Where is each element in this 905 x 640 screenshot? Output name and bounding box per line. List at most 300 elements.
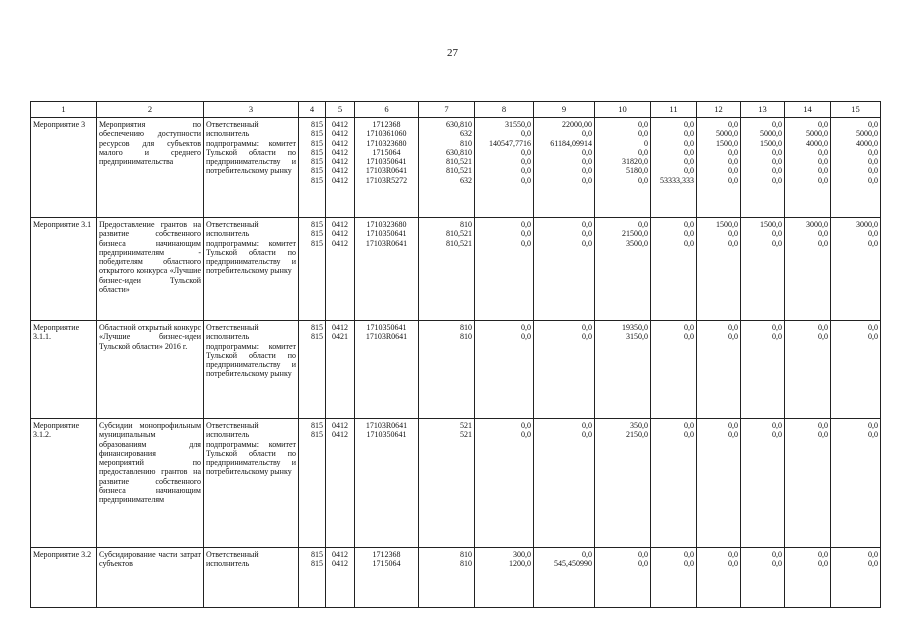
cell-value: 350,0 [630, 421, 648, 430]
cell-value: 1710361060 [366, 129, 407, 139]
row-label-text: Мероприятие 3 [33, 120, 86, 129]
cell-value: 632 [460, 175, 472, 185]
cell-value: 0412 [332, 421, 348, 430]
row-label-text: Мероприятие 3.1.2. [33, 421, 80, 440]
row-description-text: Субсидии монопрофильным муниципальным образованиям для финансирования мероприятий по предоставлению грантов на развитие собственного бизнеса начинающим предпринимателям [99, 421, 201, 505]
cell-value: 0,0 [728, 147, 738, 157]
cell-value: 810 [460, 332, 472, 342]
table-header-row [31, 102, 881, 118]
cell-value: 521 [460, 430, 472, 440]
cell-value: 815 [311, 421, 323, 430]
cell-value: 3000,0 [856, 220, 878, 229]
cell-value: 810 [460, 220, 472, 229]
cell-value: 815 [311, 129, 323, 139]
cell-value: 815 [311, 220, 323, 229]
cell-value: 5000,0 [856, 129, 878, 139]
table-row [31, 548, 881, 608]
cell-value: 1712368 [372, 550, 401, 559]
value-cell-col8 [475, 218, 534, 321]
value-cell-col14 [785, 321, 831, 419]
cell-value: 3000,0 [806, 220, 828, 229]
row-label [31, 419, 97, 548]
cell-value: 0,0 [772, 166, 782, 176]
value-cell-col5 [326, 118, 355, 218]
cell-value: 31550,0 [505, 120, 531, 129]
cell-value: 0,0 [684, 559, 694, 569]
cell-value: 0412 [332, 166, 348, 176]
cell-value: 0,0 [772, 175, 782, 185]
cell-value: 0,0 [582, 157, 592, 167]
cell-value: 0,0 [772, 323, 782, 332]
value-cell-col5 [326, 321, 355, 419]
table-row [31, 218, 881, 321]
cell-value: 0,0 [772, 238, 782, 248]
cell-value: 17103R0641 [365, 238, 408, 248]
value-cell-col7 [419, 321, 475, 419]
column-header: 11 [651, 102, 697, 118]
value-cell-col5 [326, 218, 355, 321]
cell-value: 0,0 [684, 430, 694, 440]
column-header: 8 [475, 102, 534, 118]
cell-value: 810,521 [446, 238, 472, 248]
budget-table [30, 101, 881, 608]
row-executor-text: Ответственный исполнитель подпрограммы: комитет Тульской области по предпринимательству и потребительскому рынку [206, 323, 296, 379]
row-executor [204, 321, 299, 419]
cell-value: 0,0 [521, 157, 531, 167]
row-description [97, 118, 204, 218]
cell-value: 0,0 [684, 323, 694, 332]
value-cell-col12 [697, 321, 741, 419]
cell-value: 0,0 [521, 229, 531, 239]
cell-value: 0,0 [684, 157, 694, 167]
cell-value: 17103R0641 [365, 332, 408, 342]
cell-value: 815 [311, 138, 323, 148]
cell-value: 815 [311, 157, 323, 167]
cell-value: 0,0 [728, 430, 738, 440]
cell-value: 0,0 [521, 147, 531, 157]
value-cell-col11 [651, 548, 697, 608]
column-header: 4 [299, 102, 326, 118]
row-description [97, 218, 204, 321]
value-cell-col14 [785, 218, 831, 321]
cell-value: 17103R0641 [365, 421, 408, 430]
cell-value: 0,0 [728, 323, 738, 332]
cell-value: 0,0 [582, 238, 592, 248]
cell-value: 0,0 [728, 175, 738, 185]
cell-value: 0,0 [818, 550, 828, 559]
cell-value: 1500,0 [716, 138, 738, 148]
value-cell-col12 [697, 218, 741, 321]
cell-value: 0,0 [582, 430, 592, 440]
value-cell-col10 [595, 118, 651, 218]
cell-value: 0,0 [684, 129, 694, 139]
cell-value: 0,0 [818, 147, 828, 157]
cell-value: 17103R5272 [365, 175, 408, 185]
row-description [97, 321, 204, 419]
cell-value: 0,0 [728, 166, 738, 176]
cell-value: 300,0 [513, 550, 531, 559]
row-executor [204, 218, 299, 321]
cell-value: 0,0 [684, 238, 694, 248]
cell-value: 0,0 [818, 559, 828, 569]
column-header: 13 [741, 102, 785, 118]
value-cell-col6 [355, 419, 419, 548]
cell-value: 0,0 [638, 147, 648, 157]
column-header: 14 [785, 102, 831, 118]
cell-value: 0,0 [638, 129, 648, 139]
cell-value: 0,0 [772, 229, 782, 239]
cell-value: 0,0 [684, 550, 694, 559]
cell-value: 0,0 [582, 129, 592, 139]
value-cell-col15 [831, 118, 881, 218]
value-cell-col14 [785, 548, 831, 608]
row-description [97, 419, 204, 548]
cell-value: 0,0 [868, 323, 878, 332]
row-executor [204, 548, 299, 608]
value-cell-col7 [419, 548, 475, 608]
cell-value: 0,0 [772, 550, 782, 559]
cell-value: 0,0 [684, 332, 694, 342]
value-cell-col15 [831, 218, 881, 321]
value-cell-col13 [741, 548, 785, 608]
column-header: 1 [31, 102, 97, 118]
cell-value: 1710350641 [366, 157, 407, 167]
cell-value: 810,521 [446, 229, 472, 239]
cell-value: 0,0 [684, 421, 694, 430]
value-cell-col6 [355, 321, 419, 419]
row-executor [204, 118, 299, 218]
cell-value: 0412 [332, 430, 348, 440]
cell-value: 0,0 [868, 120, 878, 129]
cell-value: 0,0 [868, 147, 878, 157]
cell-value: 0,0 [684, 138, 694, 148]
cell-value: 0 [644, 138, 648, 148]
cell-value: 0,0 [582, 323, 592, 332]
cell-value: 3500,0 [626, 238, 648, 248]
cell-value: 0,0 [638, 120, 648, 129]
cell-value: 0,0 [868, 166, 878, 176]
column-header: 3 [204, 102, 299, 118]
value-cell-col5 [326, 419, 355, 548]
value-cell-col4 [299, 321, 326, 419]
cell-value: 0,0 [868, 157, 878, 167]
cell-value: 0,0 [868, 332, 878, 342]
cell-value: 140547,7716 [489, 138, 531, 148]
row-executor-text: Ответственный исполнитель подпрограммы: комитет Тульской области по предпринимательству и потребительскому рынку [206, 421, 296, 477]
value-cell-col11 [651, 118, 697, 218]
value-cell-col12 [697, 548, 741, 608]
cell-value: 0,0 [728, 229, 738, 239]
cell-value: 0,0 [728, 157, 738, 167]
cell-value: 815 [311, 166, 323, 176]
table-body [31, 102, 881, 608]
row-label [31, 321, 97, 419]
column-header: 15 [831, 102, 881, 118]
cell-value: 0,0 [638, 220, 648, 229]
value-cell-col15 [831, 419, 881, 548]
row-label-text: Мероприятие 3.1 [33, 220, 92, 229]
cell-value: 0,0 [521, 129, 531, 139]
value-cell-col9 [534, 419, 595, 548]
value-cell-col15 [831, 321, 881, 419]
cell-value: 0,0 [684, 166, 694, 176]
cell-value: 1712368 [372, 120, 401, 129]
value-cell-col4 [299, 218, 326, 321]
cell-value: 0412 [332, 559, 348, 569]
cell-value: 0,0 [728, 550, 738, 559]
cell-value: 1500,0 [760, 138, 782, 148]
cell-value: 0,0 [868, 238, 878, 248]
cell-value: 0,0 [728, 238, 738, 248]
value-cell-col4 [299, 419, 326, 548]
cell-value: 0,0 [638, 559, 648, 569]
cell-value: 810,521 [446, 157, 472, 167]
row-label [31, 548, 97, 608]
value-cell-col13 [741, 218, 785, 321]
column-header: 6 [355, 102, 419, 118]
cell-value: 0,0 [818, 238, 828, 248]
cell-value: 0,0 [818, 157, 828, 167]
cell-value: 630,810 [446, 120, 472, 129]
cell-value: 0,0 [772, 332, 782, 342]
value-cell-col6 [355, 118, 419, 218]
cell-value: 815 [311, 332, 323, 342]
value-cell-col8 [475, 321, 534, 419]
cell-value: 815 [311, 238, 323, 248]
cell-value: 0412 [332, 147, 348, 157]
cell-value: 0,0 [684, 229, 694, 239]
cell-value: 0,0 [818, 120, 828, 129]
row-label-text: Мероприятие 3.1.1. [33, 323, 80, 342]
cell-value: 810 [460, 559, 472, 569]
cell-value: 3150,0 [626, 332, 648, 342]
cell-value: 815 [311, 559, 323, 569]
row-label-text: Мероприятие 3.2 [33, 550, 92, 559]
cell-value: 0,0 [521, 175, 531, 185]
value-cell-col13 [741, 419, 785, 548]
cell-value: 31820,0 [622, 157, 648, 167]
cell-value: 21500,0 [622, 229, 648, 239]
row-executor-text: Ответственный исполнитель подпрограммы: комитет Тульской области по предпринимательству и потребительскому рынку [206, 220, 296, 276]
cell-value: 1710350641 [366, 430, 407, 440]
cell-value: 0,0 [521, 166, 531, 176]
value-cell-col11 [651, 321, 697, 419]
cell-value: 4000,0 [806, 138, 828, 148]
cell-value: 0,0 [868, 421, 878, 430]
cell-value: 0,0 [772, 421, 782, 430]
cell-value: 0,0 [638, 175, 648, 185]
cell-value: 53333,333 [660, 175, 694, 185]
cell-value: 0,0 [728, 559, 738, 569]
value-cell-col4 [299, 548, 326, 608]
value-cell-col11 [651, 419, 697, 548]
cell-value: 0412 [332, 157, 348, 167]
cell-value: 0,0 [521, 430, 531, 440]
cell-value: 0,0 [818, 166, 828, 176]
cell-value: 0412 [332, 138, 348, 148]
cell-value: 0,0 [818, 332, 828, 342]
cell-value: 810 [460, 550, 472, 559]
cell-value: 0,0 [728, 120, 738, 129]
cell-value: 0,0 [772, 147, 782, 157]
value-cell-col7 [419, 118, 475, 218]
cell-value: 815 [311, 175, 323, 185]
cell-value: 0,0 [582, 147, 592, 157]
cell-value: 521 [460, 421, 472, 430]
cell-value: 0412 [332, 550, 348, 559]
cell-value: 0,0 [582, 229, 592, 239]
cell-value: 0,0 [582, 175, 592, 185]
value-cell-col9 [534, 218, 595, 321]
cell-value: 815 [311, 550, 323, 559]
value-cell-col9 [534, 118, 595, 218]
cell-value: 1715064 [372, 147, 401, 157]
cell-value: 0,0 [818, 323, 828, 332]
page-number: 27 [447, 47, 458, 59]
row-description-text: Предоставление грантов на развитие собственного бизнеса начинающим предпринимателям - победителям областного открытого конкурса «Лучшие бизнес-идеи Тульской области» [99, 220, 201, 295]
cell-value: 815 [311, 120, 323, 129]
cell-value: 545,450990 [554, 559, 592, 569]
cell-value: 815 [311, 323, 323, 332]
row-description-text: Субсидирование части затрат субъектов [99, 550, 201, 569]
value-cell-col15 [831, 548, 881, 608]
cell-value: 0412 [332, 120, 348, 129]
value-cell-col4 [299, 118, 326, 218]
cell-value: 0,0 [772, 120, 782, 129]
cell-value: 1710323680 [366, 138, 407, 148]
value-cell-col10 [595, 218, 651, 321]
value-cell-col8 [475, 419, 534, 548]
cell-value: 19350,0 [622, 323, 648, 332]
table-row [31, 321, 881, 419]
cell-value: 0,0 [521, 332, 531, 342]
value-cell-col14 [785, 118, 831, 218]
cell-value: 0412 [332, 220, 348, 229]
cell-value: 630,810 [446, 147, 472, 157]
row-description-text: Мероприятия по обеспечению доступности ресурсов для субъектов малого и среднего предпринимательства [99, 120, 201, 167]
cell-value: 0,0 [868, 229, 878, 239]
row-label [31, 118, 97, 218]
cell-value: 0,0 [521, 323, 531, 332]
cell-value: 0,0 [818, 229, 828, 239]
value-cell-col12 [697, 419, 741, 548]
cell-value: 0,0 [868, 175, 878, 185]
cell-value: 1200,0 [509, 559, 531, 569]
cell-value: 0,0 [684, 220, 694, 229]
cell-value: 5000,0 [806, 129, 828, 139]
cell-value: 4000,0 [856, 138, 878, 148]
value-cell-col14 [785, 419, 831, 548]
cell-value: 0412 [332, 238, 348, 248]
row-executor-text: Ответственный исполнитель подпрограммы: комитет Тульской области по предпринимательству и потребительскому рынку [206, 120, 296, 176]
cell-value: 0,0 [521, 238, 531, 248]
cell-value: 0,0 [772, 430, 782, 440]
row-executor [204, 419, 299, 548]
cell-value: 0412 [332, 323, 348, 332]
cell-value: 61184,09914 [550, 138, 592, 148]
cell-value: 0,0 [818, 421, 828, 430]
row-description-text: Областной открытый конкурс «Лучшие бизнес-идеи Тульской области» 2016 г. [99, 323, 201, 351]
column-header: 5 [326, 102, 355, 118]
cell-value: 0,0 [521, 220, 531, 229]
cell-value: 1710350641 [366, 323, 407, 332]
cell-value: 17103R0641 [365, 166, 408, 176]
column-header: 12 [697, 102, 741, 118]
cell-value: 632 [460, 129, 472, 139]
cell-value: 22000,00 [562, 120, 592, 129]
value-cell-col11 [651, 218, 697, 321]
value-cell-col9 [534, 548, 595, 608]
cell-value: 810,521 [446, 166, 472, 176]
cell-value: 815 [311, 229, 323, 239]
value-cell-col7 [419, 419, 475, 548]
table-row [31, 118, 881, 218]
row-executor-text: Ответственный исполнитель [206, 550, 259, 569]
cell-value: 0421 [332, 332, 348, 342]
cell-value: 0412 [332, 229, 348, 239]
cell-value: 0,0 [582, 421, 592, 430]
cell-value: 0,0 [684, 147, 694, 157]
value-cell-col6 [355, 218, 419, 321]
value-cell-col10 [595, 419, 651, 548]
column-header: 7 [419, 102, 475, 118]
cell-value: 0,0 [638, 550, 648, 559]
value-cell-col12 [697, 118, 741, 218]
cell-value: 0,0 [868, 430, 878, 440]
cell-value: 0,0 [772, 157, 782, 167]
value-cell-col8 [475, 118, 534, 218]
value-cell-col13 [741, 321, 785, 419]
cell-value: 0,0 [868, 559, 878, 569]
value-cell-col8 [475, 548, 534, 608]
value-cell-col10 [595, 548, 651, 608]
cell-value: 0412 [332, 129, 348, 139]
cell-value: 0,0 [728, 421, 738, 430]
value-cell-col6 [355, 548, 419, 608]
cell-value: 1710323680 [366, 220, 407, 229]
cell-value: 0,0 [818, 430, 828, 440]
cell-value: 0,0 [521, 421, 531, 430]
cell-value: 1710350641 [366, 229, 407, 239]
cell-value: 5000,0 [760, 129, 782, 139]
row-description [97, 548, 204, 608]
cell-value: 0,0 [684, 120, 694, 129]
cell-value: 0,0 [728, 332, 738, 342]
cell-value: 0,0 [582, 166, 592, 176]
cell-value: 0,0 [582, 220, 592, 229]
cell-value: 0,0 [868, 550, 878, 559]
cell-value: 815 [311, 430, 323, 440]
row-label [31, 218, 97, 321]
value-cell-col7 [419, 218, 475, 321]
cell-value: 5000,0 [716, 129, 738, 139]
cell-value: 0,0 [582, 550, 592, 559]
column-header: 2 [97, 102, 204, 118]
cell-value: 0,0 [582, 332, 592, 342]
cell-value: 1715064 [372, 559, 401, 569]
cell-value: 815 [311, 147, 323, 157]
cell-value: 1500,0 [716, 220, 738, 229]
cell-value: 0,0 [772, 559, 782, 569]
value-cell-col13 [741, 118, 785, 218]
column-header: 9 [534, 102, 595, 118]
cell-value: 810 [460, 138, 472, 148]
value-cell-col9 [534, 321, 595, 419]
column-header: 10 [595, 102, 651, 118]
cell-value: 0,0 [818, 175, 828, 185]
cell-value: 5180,0 [626, 166, 648, 176]
value-cell-col5 [326, 548, 355, 608]
